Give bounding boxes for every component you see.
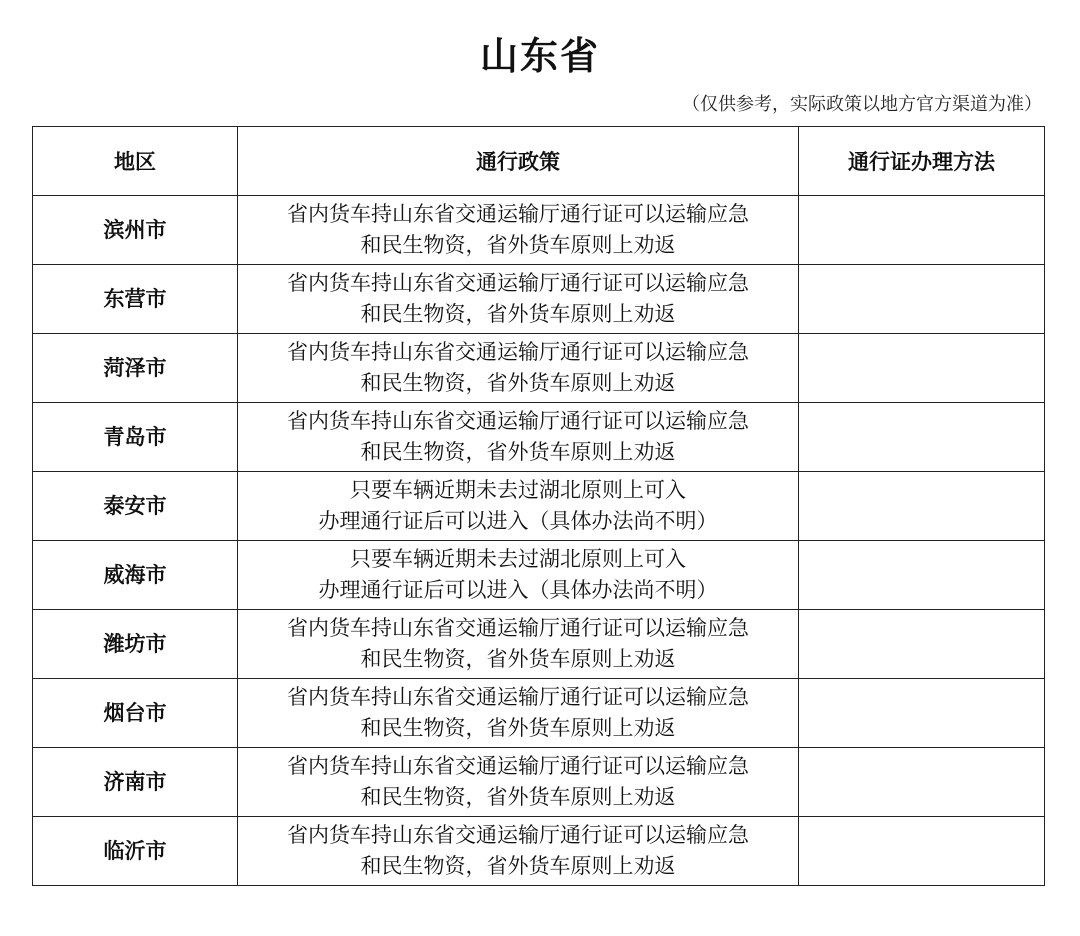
column-header-policy: 通行政策 — [238, 127, 799, 196]
table-header-row — [33, 127, 1045, 196]
region-cell: 济南市 — [33, 748, 238, 817]
permit-method-cell — [799, 817, 1045, 886]
permit-method-cell — [799, 403, 1045, 472]
policy-line: 省内货车持山东省交通运输厅通行证可以运输应急 — [287, 202, 749, 226]
table-row — [33, 265, 1045, 334]
permit-method-cell — [799, 334, 1045, 403]
policy-line: 办理通行证后可以进入（具体办法尚不明） — [318, 578, 718, 602]
permit-method-cell — [799, 610, 1045, 679]
disclaimer-note: （仅供参考，实际政策以地方官方渠道为准） — [682, 94, 1042, 115]
policy-line: 和民生物资，省外货车原则上劝返 — [360, 440, 676, 464]
permit-method-cell — [799, 679, 1045, 748]
policy-line: 和民生物资，省外货车原则上劝返 — [360, 785, 676, 809]
policy-line: 省内货车持山东省交通运输厅通行证可以运输应急 — [287, 685, 749, 709]
policy-cell — [238, 679, 799, 748]
table-row — [33, 679, 1045, 748]
permit-method-cell — [799, 541, 1045, 610]
policy-line: 只要车辆近期未去过湖北原则上可入 — [350, 478, 686, 502]
permit-method-cell — [799, 748, 1045, 817]
policy-line: 省内货车持山东省交通运输厅通行证可以运输应急 — [287, 340, 749, 364]
table-body — [33, 196, 1045, 886]
policy-cell — [238, 817, 799, 886]
table-row — [33, 817, 1045, 886]
permit-method-cell — [799, 265, 1045, 334]
policy-line: 只要车辆近期未去过湖北原则上可入 — [350, 547, 686, 571]
region-cell: 威海市 — [33, 541, 238, 610]
table-row — [33, 472, 1045, 541]
region-cell: 青岛市 — [33, 403, 238, 472]
table-row — [33, 403, 1045, 472]
column-header-permit-method: 通行证办理方法 — [799, 127, 1045, 196]
region-cell: 泰安市 — [33, 472, 238, 541]
region-cell: 烟台市 — [33, 679, 238, 748]
region-cell: 临沂市 — [33, 817, 238, 886]
policy-line: 省内货车持山东省交通运输厅通行证可以运输应急 — [287, 409, 749, 433]
page-title: 山东省 — [479, 34, 600, 78]
policy-line: 和民生物资，省外货车原则上劝返 — [360, 647, 676, 671]
policy-line: 和民生物资，省外货车原则上劝返 — [360, 716, 676, 740]
policy-cell — [238, 196, 799, 265]
table-row — [33, 610, 1045, 679]
policy-line: 省内货车持山东省交通运输厅通行证可以运输应急 — [287, 754, 749, 778]
policy-line: 和民生物资，省外货车原则上劝返 — [360, 233, 676, 257]
policy-cell — [238, 610, 799, 679]
table-row — [33, 541, 1045, 610]
policy-line: 办理通行证后可以进入（具体办法尚不明） — [318, 509, 718, 533]
region-cell: 东营市 — [33, 265, 238, 334]
policy-cell — [238, 403, 799, 472]
policy-line: 省内货车持山东省交通运输厅通行证可以运输应急 — [287, 616, 749, 640]
policy-line: 和民生物资，省外货车原则上劝返 — [360, 371, 676, 395]
region-cell: 潍坊市 — [33, 610, 238, 679]
policy-line: 省内货车持山东省交通运输厅通行证可以运输应急 — [287, 823, 749, 847]
column-header-region: 地区 — [33, 127, 238, 196]
policy-line: 省内货车持山东省交通运输厅通行证可以运输应急 — [287, 271, 749, 295]
table-row — [33, 196, 1045, 265]
policy-cell — [238, 748, 799, 817]
table-row — [33, 334, 1045, 403]
policy-cell — [238, 472, 799, 541]
permit-method-cell — [799, 472, 1045, 541]
table-row — [33, 748, 1045, 817]
policy-cell — [238, 334, 799, 403]
policy-table — [32, 126, 1045, 886]
region-cell: 滨州市 — [33, 196, 238, 265]
policy-cell — [238, 265, 799, 334]
policy-line: 和民生物资，省外货车原则上劝返 — [360, 854, 676, 878]
permit-method-cell — [799, 196, 1045, 265]
policy-cell — [238, 541, 799, 610]
policy-line: 和民生物资，省外货车原则上劝返 — [360, 302, 676, 326]
region-cell: 菏泽市 — [33, 334, 238, 403]
